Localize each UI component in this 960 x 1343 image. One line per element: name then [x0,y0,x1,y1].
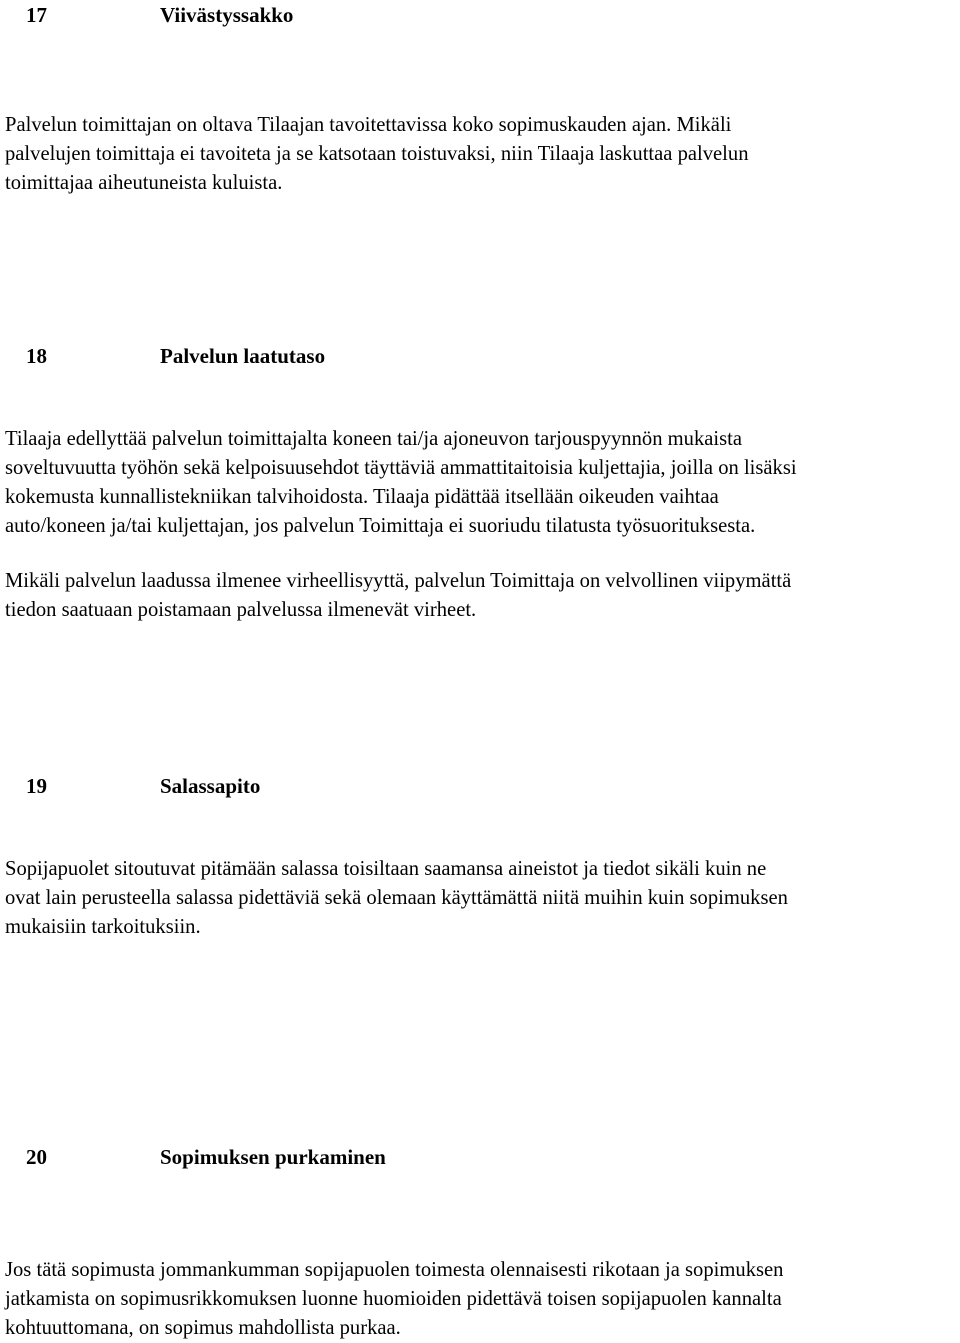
section-heading [0,341,960,371]
section-number: 18 [26,344,47,368]
section-number: 20 [26,1145,47,1169]
section-title: Salassapito [160,774,261,798]
section-number: 17 [26,3,47,27]
paragraph: Jos tätä sopimusta jommankumman sopijapuolen toimesta olennaisesti rikotaan ja sopimuksen jatkamista on sopimusrikkomuksen luonne huomioiden pidettävä toisen sopijapuolen kannalta kohtuuttomana, on sopimus mahdollista purkaa. [5,1259,784,1339]
section-title: Palvelun laatutaso [160,344,326,368]
section-number: 19 [26,774,47,798]
paragraph: Mikäli palvelun laadussa ilmenee virheellisyyttä, palvelun Toimittaja on velvollinen viipymättä tiedon saatuaan poistamaan palvelussa ilmenevät virheet. [5,570,792,621]
section-heading [0,771,960,801]
paragraph: Tilaaja edellyttää palvelun toimittajalta koneen tai/ja ajoneuvon tarjouspyynnön mukaista soveltuvuutta työhön sekä kelpoisuusehdot täyttäviä ammattitaitoisia kuljettajia, joilla on lisäksi kokemusta kunnallistekniikan talvihoidosta. Tilaaja pidättää itsellään oikeuden vaihtaa auto/koneen ja/tai kuljettajan, jos palvelun Toimittaja ei suoriudu tilatusta työsuorituksesta. [5,428,797,537]
section-title: Viivästyssakko [160,3,294,27]
section-heading [0,1142,960,1172]
paragraph: Sopijapuolet sitoutuvat pitämään salassa toisiltaan saamansa aineistot ja tiedot sikäli kuin ne ovat lain perusteella salassa pidettäviä sekä olemaan käyttämättä niitä muihin kuin sopimuksen mukaisiin tarkoituksiin. [5,858,788,938]
paragraph: Palvelun toimittajan on oltava Tilaajan tavoitettavissa koko sopimuskauden ajan. Mikäli palvelujen toimittaja ei tavoiteta ja se katsotaan toistuvaksi, niin Tilaaja laskuttaa palvelun toimittajaa aiheutuneista kuluista. [5,114,749,194]
section-title: Sopimuksen purkaminen [160,1145,386,1169]
section-heading [0,0,960,30]
